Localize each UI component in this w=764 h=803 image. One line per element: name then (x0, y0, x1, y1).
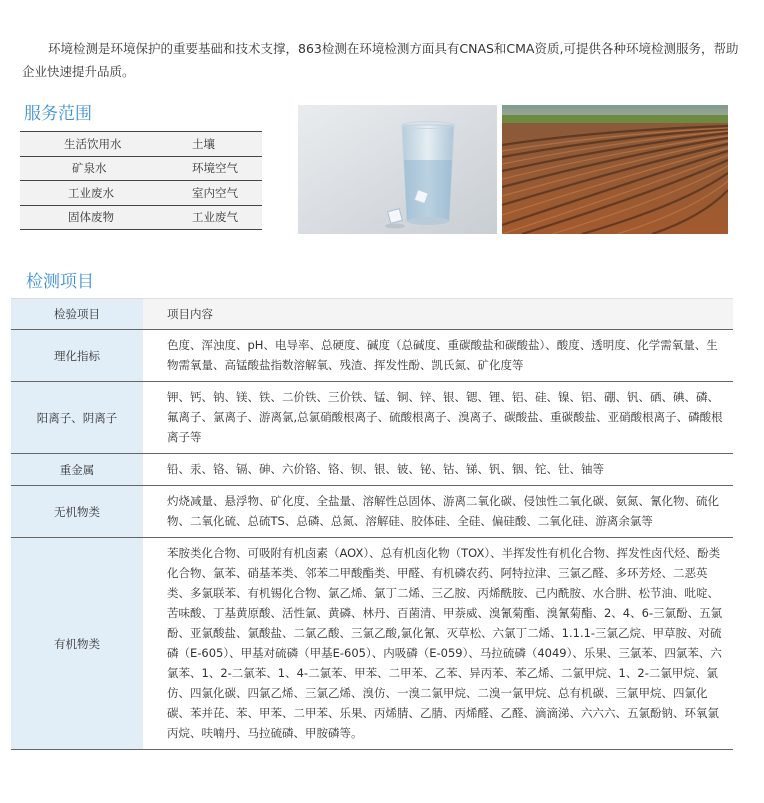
service-scope-title: 服务范围 (24, 104, 92, 124)
header-item: 检验项目 (11, 299, 143, 330)
test-items-table (11, 298, 733, 750)
scope-cell: 生活饮用水 (20, 132, 192, 157)
scope-cell: 工业废气 (192, 205, 262, 230)
item-content: 苯胺类化合物、可吸附有机卤素（AOX）、总有机卤化物（TOX）、半挥发性有机化合物、挥发性卤代烃、酚类化合物、氯苯、硝基苯类、邻苯二甲酸酯类、甲醛、有机磷农药、阿特拉津、三氯乙醛、多环芳烃、二恶英类、多氯联苯、有机锡化合物、氯乙烯、氯丁二烯、三乙胺、丙烯酰胺、己内酰胺、水合肼、松节油、吡啶、苦味酸、丁基黄原酸、活性氯、黄磷、林丹、百菌清、甲萘威、溴氰菊酯、溴氰菊酯、2、4、6-三氯酚、五氯酚、亚氯酸盐、氯酸盐、二氯乙酸、三氯乙酸,氯化氰、灭草松、六氯丁二烯、1.1.1-三氯乙烷、甲草胺、对硫磷（E-605）、甲基对硫磷（甲基E-605）、内吸磷（E-059）、马拉硫磷（4049）、乐果、三氯苯、四氯苯、六氯苯、1、2-二氯苯、1、4-二氯苯、甲苯、二甲苯、乙苯、异丙苯、苯乙烯、二氯甲烷、1、2-二氯甲烷、氯仿、四氯化碳、四氯乙烯、三氯乙烯、溴仿、一溴二氯甲烷、二溴一氯甲烷、总有机碳、三氯甲烷、四氯化碳、苯并芘、苯、甲苯、二甲苯、乐果、丙烯腈、乙腈、丙烯醛、乙醛、滴滴涕、六六六、五氯酚钠、环氧氯丙烷、呋喃丹、马拉硫磷、甲胺磷等。 (167, 546, 723, 740)
service-scope-table (20, 131, 262, 230)
item-name: 无机物类 (11, 486, 143, 538)
item-content: 色度、浑浊度、pH、电导率、总硬度、碱度（总碱度、重碳酸盐和碳酸盐）、酸度、透明度、化学需氧量、生物需氧量、高锰酸盐指数溶解氧、残渣、挥发性酚、凯氏氮、矿化度等 (167, 338, 718, 372)
scope-row (20, 132, 262, 157)
water-glass-photo (298, 105, 497, 234)
table-row (11, 330, 733, 382)
scope-cell: 工业废水 (20, 181, 192, 206)
scope-row (20, 181, 262, 206)
table-row (11, 382, 733, 454)
scope-cell: 室内空气 (192, 181, 262, 206)
scope-row (20, 156, 262, 181)
intro-text: 环境检测是环境保护的重要基础和技术支撑，863检测在环境检测方面具有CNAS和CMA资质,可提供各种环境检测服务，帮助企业快速提升品质。 (22, 40, 739, 79)
item-name: 重金属 (11, 454, 143, 486)
item-content: 铅、汞、铬、镉、砷、六价铬、铬、钡、银、铍、铋、钴、锑、钒、铟、铊、钍、铀等 (167, 462, 604, 476)
plowed-field-photo (502, 105, 728, 234)
table-row (11, 454, 733, 486)
scope-cell: 环境空气 (192, 156, 262, 181)
table-row (11, 486, 733, 538)
scope-cell: 土壤 (192, 132, 262, 157)
item-content: 钾、钙、钠、镁、铁、二价铁、三价铁、锰、铜、锌、银、锶、锂、铝、硅、镍、铝、硼、钒、硒、碘、磷、氟离子、氯离子、游离氯,总氯硝酸根离子、硫酸根离子、溴离子、碳酸盐、重碳酸盐、亚硝酸根离子、磷酸根离子等 (167, 390, 723, 444)
item-content: 灼烧减量、悬浮物、矿化度、全盐量、溶解性总固体、游离二氧化碳、侵蚀性二氧化碳、氨氮、氰化物、硫化物、二氧化硫、总硫TS、总磷、总氮、溶解硅、胶体硅、全硅、偏硅酸、二氧化硅、游离余氯等 (167, 494, 719, 528)
table-header-row (11, 299, 733, 330)
item-name: 阳离子、阴离子 (11, 382, 143, 454)
item-name: 理化指标 (11, 330, 143, 382)
item-name: 有机物类 (11, 538, 143, 750)
scope-row (20, 205, 262, 230)
table-row (11, 538, 733, 750)
scope-cell: 矿泉水 (20, 156, 192, 181)
scope-cell: 固体废物 (20, 205, 192, 230)
test-items-title: 检测项目 (26, 272, 94, 292)
header-content: 项目内容 (143, 299, 733, 330)
